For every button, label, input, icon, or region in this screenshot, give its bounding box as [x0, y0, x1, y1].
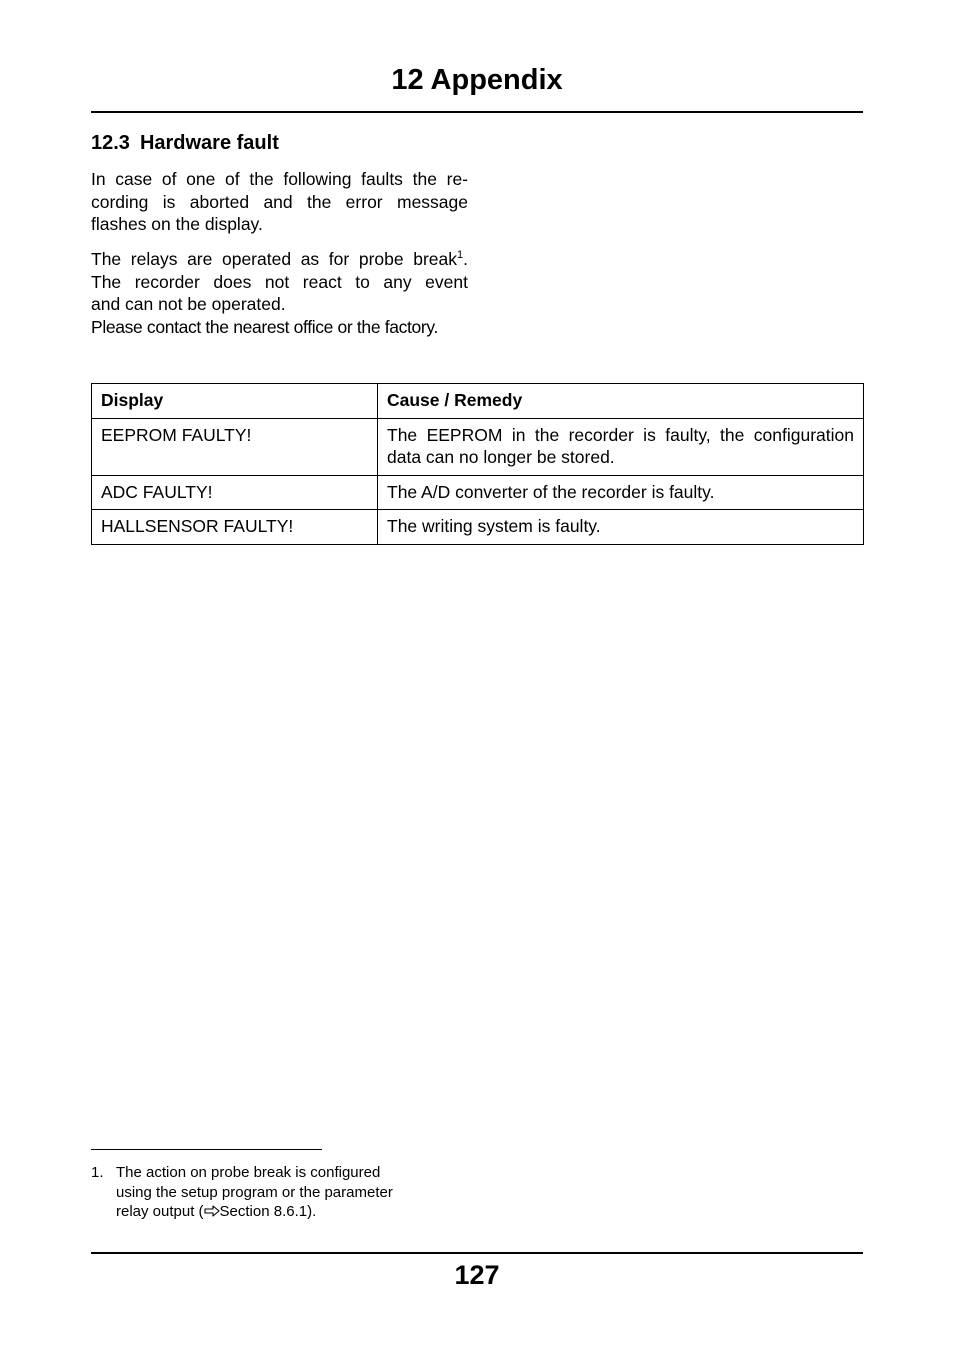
paragraph-line: Please contact the nearest office or the factory. — [91, 316, 438, 337]
cause-cell: The EEPROM in the recorder is faulty, the configuration data can no longer be stored. — [378, 418, 864, 475]
page-number: 127 — [454, 1260, 500, 1290]
display-cell: ADC FAULTY! — [92, 475, 378, 510]
footnote-line: using the setup program or the parameter — [116, 1183, 393, 1201]
table-header-row — [92, 384, 864, 419]
cause-cell: The writing system is faulty. — [378, 510, 864, 545]
fault-table — [91, 383, 864, 545]
table-row — [92, 510, 864, 545]
cause-cell: The A/D converter of the recorder is faulty. — [378, 475, 864, 510]
chapter-title: 12 Appendix — [391, 64, 563, 96]
footnote-number: 1. — [91, 1164, 104, 1181]
paragraph-line: and can not be operated. — [91, 294, 286, 314]
paragraph-line: flashes on the display. — [91, 214, 263, 234]
arrow-right-outline-icon — [204, 1205, 220, 1217]
footnote — [91, 1163, 431, 1222]
footnote-line-start: relay output ( — [116, 1203, 204, 1220]
section-title: Hardware fault — [139, 132, 279, 154]
footer-divider — [91, 1252, 863, 1254]
column-header-cause: Cause / Remedy — [378, 384, 864, 419]
probe-break-text: The relays are operated as for probe break — [91, 249, 457, 269]
table-row — [92, 418, 864, 475]
footnote-divider — [91, 1149, 322, 1150]
table-row — [92, 475, 864, 510]
paragraph-line: The recorder does not react to any event — [91, 271, 468, 292]
display-cell: HALLSENSOR FAULTY! — [92, 510, 378, 545]
paragraph-line — [91, 248, 468, 271]
section-number: 12.3 — [91, 132, 130, 154]
sentence-end: . — [463, 249, 468, 269]
intro-paragraph — [91, 168, 468, 236]
display-cell: EEPROM FAULTY! — [92, 418, 378, 475]
column-header-display: Display — [92, 384, 378, 419]
footnote-reference: 1 — [457, 249, 464, 261]
paragraph-line: cording is aborted and the error message — [91, 191, 468, 212]
footnote-line: The action on probe break is configured — [116, 1164, 381, 1181]
section-reference[interactable]: Section 8.6.1). — [219, 1203, 317, 1220]
footnote-line — [116, 1202, 431, 1222]
section-heading — [91, 129, 279, 157]
header-divider — [91, 111, 863, 113]
paragraph-line: In case of one of the following faults the re- — [91, 169, 468, 189]
relay-paragraph — [91, 248, 468, 338]
